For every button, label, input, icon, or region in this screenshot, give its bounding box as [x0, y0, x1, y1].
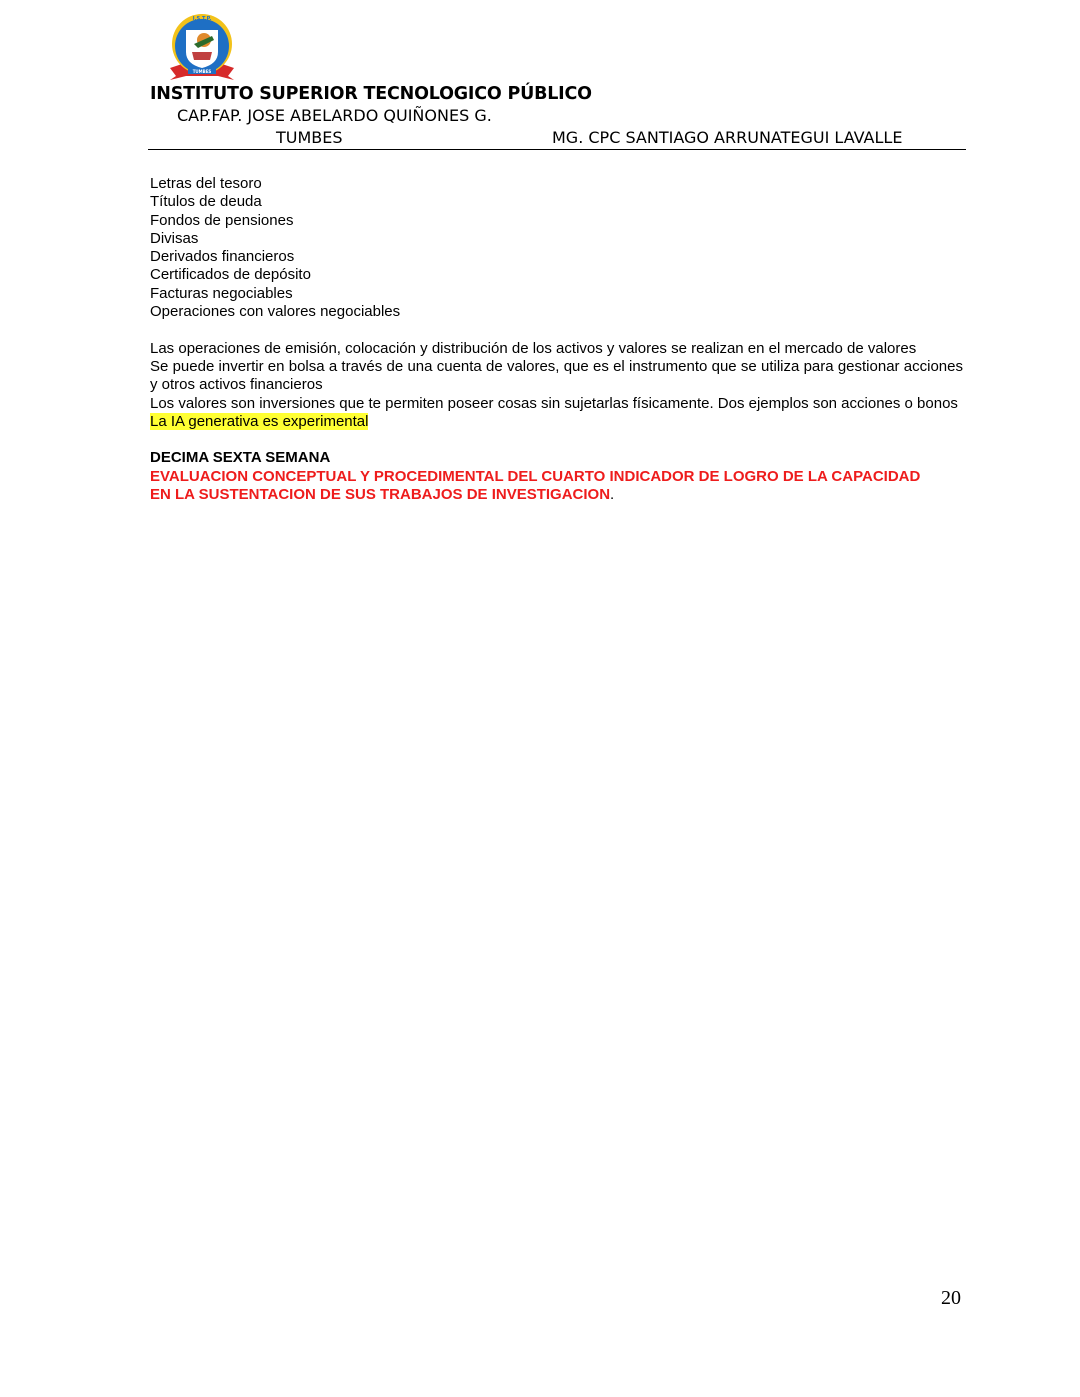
paragraph-invest: Se puede invertir en bolsa a través de una cuenta de valores, que es el instrumento que se utiliza para gestionar acciones y otros activos financieros: [150, 357, 963, 394]
paragraph-securities: Los valores son inversiones que te permiten poseer cosas sin sujetarlas físicamente. Dos ejemplos son acciones o bonos: [150, 394, 958, 412]
list-item: Títulos de deuda: [150, 193, 262, 211]
evaluation-line-1: EVALUACION CONCEPTUAL Y PROCEDIMENTAL DEL CUARTO INDICADOR DE LOGRO DE LA CAPACIDAD: [150, 467, 921, 485]
institution-city: TUMBES: [276, 128, 343, 147]
page-number: 20: [941, 1287, 961, 1309]
week-title: DECIMA SEXTA SEMANA: [150, 449, 331, 467]
paragraph-market: Las operaciones de emisión, colocación y distribución de los activos y valores se realizan en el mercado de valores: [150, 339, 917, 357]
institution-name: INSTITUTO SUPERIOR TECNOLOGICO PÚBLICO: [150, 84, 592, 104]
list-item: Divisas: [150, 229, 199, 247]
author-name: MG. CPC SANTIAGO ARRUNATEGUI LAVALLE: [552, 128, 903, 147]
evaluation-line-2: EN LA SUSTENTACION DE SUS TRABAJOS DE INVESTIGACION: [150, 486, 611, 504]
institution-subtitle: CAP.FAP. JOSE ABELARDO QUIÑONES G.: [177, 106, 492, 125]
svg-text:TUMBES: TUMBES: [192, 69, 212, 74]
institution-logo: [168, 10, 236, 82]
list-item: Facturas negociables: [150, 284, 293, 302]
header-divider: [148, 149, 966, 150]
highlighted-note: La IA generativa es experimental: [150, 412, 369, 430]
list-item: Operaciones con valores negociables: [150, 303, 401, 321]
list-item: Letras del tesoro: [150, 175, 262, 192]
list-item: Certificados de depósito: [150, 266, 311, 284]
page-content: [150, 175, 963, 504]
svg-text:I.S.T.P.: I.S.T.P.: [192, 16, 212, 22]
evaluation-period: .: [610, 486, 615, 504]
list-item: Fondos de pensiones: [150, 211, 294, 229]
list-item: Derivados financieros: [150, 248, 295, 266]
